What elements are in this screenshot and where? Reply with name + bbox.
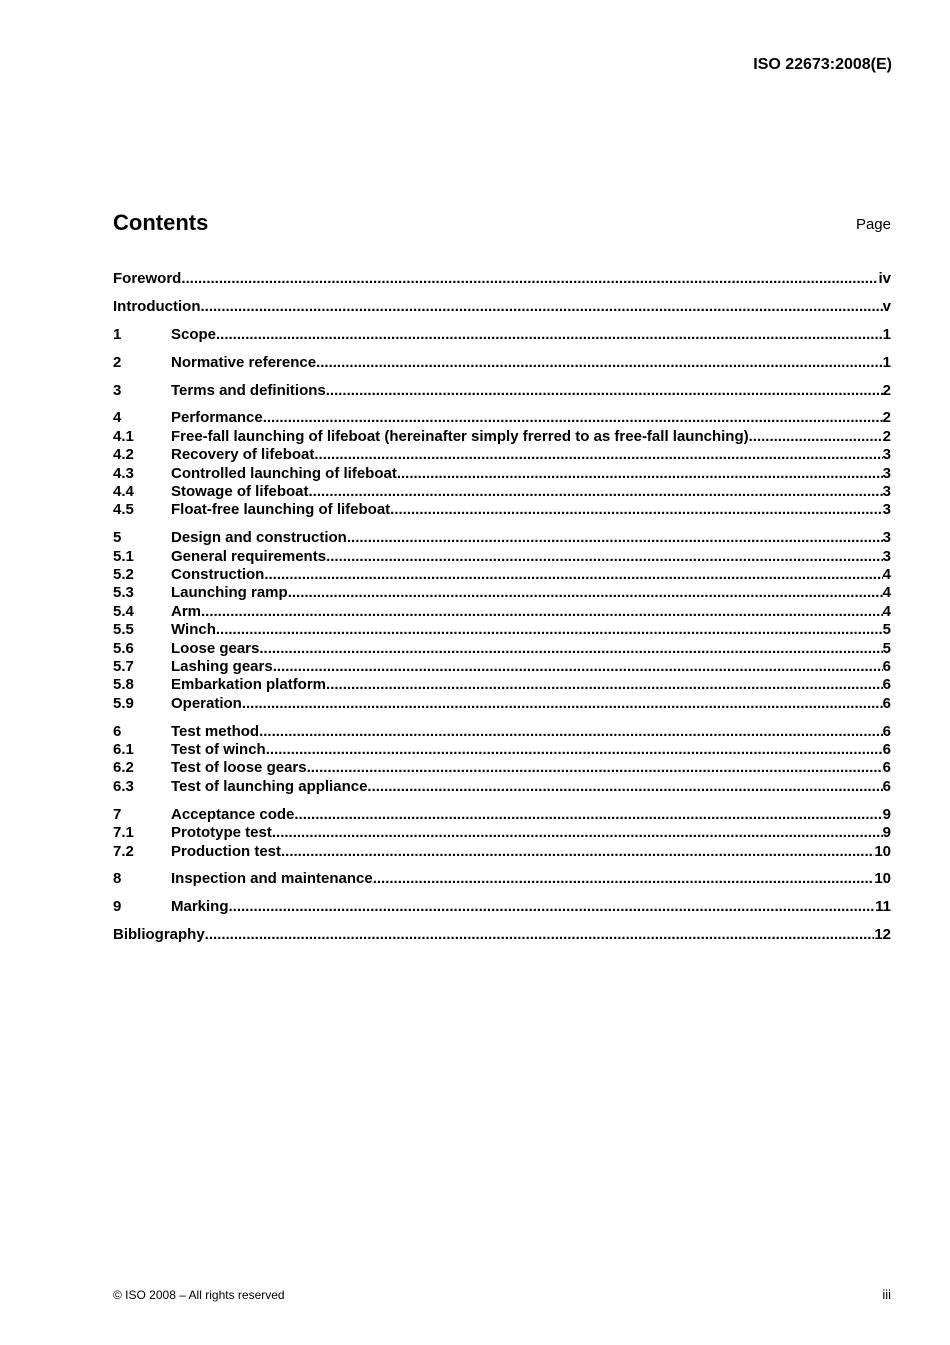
toc-entry-page: 3 xyxy=(882,483,891,501)
toc-entry-page: 4 xyxy=(882,584,891,602)
toc-entry-page: 4 xyxy=(882,566,891,584)
toc-entry-page: 2 xyxy=(882,427,891,445)
toc-dot-leader xyxy=(288,584,883,602)
toc-entry[interactable] xyxy=(113,658,891,676)
toc-entry-page: 11 xyxy=(875,898,891,916)
toc-entry-page: 4 xyxy=(882,602,891,620)
toc-entry-number: 6 xyxy=(113,722,122,740)
toc-entry-page: 3 xyxy=(882,529,891,547)
toc-entry[interactable] xyxy=(113,640,891,658)
toc-dot-leader xyxy=(307,759,883,777)
toc-entry-page: 6 xyxy=(882,694,891,712)
toc-entry-number: 5.4 xyxy=(113,602,134,620)
toc-entry-title: Foreword xyxy=(113,270,182,287)
toc-entry[interactable] xyxy=(113,298,891,316)
toc-entry-title: Operation xyxy=(171,694,242,712)
toc-entry[interactable] xyxy=(113,584,891,602)
toc-dot-leader xyxy=(347,529,883,547)
toc-entry-number: 9 xyxy=(113,898,122,916)
toc-entry-page: 2 xyxy=(882,409,891,427)
toc-dot-leader xyxy=(316,354,883,372)
toc-dot-leader xyxy=(749,428,883,446)
toc-entry-number: 7 xyxy=(113,805,122,823)
toc-entry-page: 1 xyxy=(882,353,891,371)
toc-entry-title: Bibliography xyxy=(113,926,205,944)
table-of-contents xyxy=(113,270,891,945)
toc-entry-number: 3 xyxy=(113,381,122,399)
toc-dot-leader xyxy=(181,270,878,288)
toc-entry[interactable] xyxy=(113,778,891,796)
toc-entry-title: Design and construction xyxy=(171,529,347,547)
toc-entry-title: Acceptance code xyxy=(171,805,295,823)
toc-entry-number: 4 xyxy=(113,409,122,427)
toc-entry-number: 2 xyxy=(113,353,122,371)
toc-dot-leader xyxy=(326,676,883,694)
toc-entry-page: 1 xyxy=(882,325,891,343)
toc-entry-page: 6 xyxy=(882,759,891,777)
toc-entry-number: 4.5 xyxy=(113,501,134,519)
toc-entry[interactable] xyxy=(113,465,891,483)
toc-entry[interactable] xyxy=(113,446,891,464)
toc-dot-leader xyxy=(229,898,876,916)
toc-entry-page: 9 xyxy=(882,824,891,842)
toc-entry-title: Free-fall launching of lifeboat (hereinafter simply frerred to as free-fall launching) xyxy=(171,427,749,445)
toc-dot-leader xyxy=(326,548,883,566)
toc-entry-page: 3 xyxy=(882,547,891,565)
toc-entry-number: 5.9 xyxy=(113,694,134,712)
toc-dot-leader xyxy=(259,723,883,741)
footer-page-number: iii xyxy=(882,1287,891,1302)
toc-entry-page: 6 xyxy=(882,722,891,740)
toc-entry-title: Construction xyxy=(171,566,265,584)
toc-entry-page: 2 xyxy=(882,381,891,399)
toc-entry-page: 5 xyxy=(882,639,891,657)
toc-entry-number: 5.1 xyxy=(113,547,134,565)
toc-entry[interactable] xyxy=(113,695,891,713)
toc-entry-number: 6.1 xyxy=(113,741,134,759)
toc-entry-title: Embarkation platform xyxy=(171,676,327,694)
toc-entry-page: iv xyxy=(878,270,891,287)
toc-entry-title: Inspection and maintenance xyxy=(171,870,373,888)
toc-entry-title: Marking xyxy=(171,898,229,916)
toc-entry-number: 5.2 xyxy=(113,566,134,584)
toc-entry-page: 6 xyxy=(882,658,891,676)
toc-entry-title: Introduction xyxy=(113,297,201,315)
toc-entry-title: Performance xyxy=(171,409,263,427)
toc-entry[interactable] xyxy=(113,723,891,741)
toc-entry-title: Normative reference xyxy=(171,353,317,371)
toc-entry-title: Recovery of lifeboat xyxy=(171,446,315,464)
toc-entry-page: 6 xyxy=(882,741,891,759)
toc-entry-number: 8 xyxy=(113,870,122,888)
toc-entry[interactable] xyxy=(113,548,891,566)
toc-dot-leader xyxy=(205,926,875,944)
toc-entry-page: 3 xyxy=(882,464,891,482)
toc-dot-leader xyxy=(314,446,882,464)
toc-entry-page: 6 xyxy=(882,777,891,795)
toc-dot-leader xyxy=(263,409,883,427)
toc-entry[interactable] xyxy=(113,566,891,584)
toc-entry-page: v xyxy=(882,297,891,315)
page-column-label: Page xyxy=(855,216,891,233)
toc-entry-number: 5.6 xyxy=(113,639,134,657)
toc-entry-number: 4.1 xyxy=(113,427,134,445)
toc-entry-number: 5 xyxy=(113,529,122,547)
toc-entry-number: 1 xyxy=(113,325,122,343)
toc-entry-page: 9 xyxy=(882,805,891,823)
toc-entry-title: Loose gears xyxy=(171,639,260,657)
toc-entry-number: 7.1 xyxy=(113,824,134,842)
toc-entry[interactable] xyxy=(113,382,891,400)
toc-dot-leader xyxy=(367,778,882,796)
toc-entry[interactable] xyxy=(113,806,891,824)
toc-entry-page: 12 xyxy=(874,926,891,944)
toc-entry[interactable] xyxy=(113,270,891,288)
toc-entry-title: General requirements xyxy=(171,547,327,565)
toc-entry[interactable] xyxy=(113,926,891,944)
toc-entry-page: 5 xyxy=(882,621,891,639)
toc-dot-leader xyxy=(266,741,883,759)
toc-dot-leader xyxy=(242,695,883,713)
toc-entry-number: 5.5 xyxy=(113,621,134,639)
toc-entry-number: 6.2 xyxy=(113,759,134,777)
toc-dot-leader xyxy=(216,326,883,344)
toc-entry-number: 4.4 xyxy=(113,483,134,501)
toc-dot-leader xyxy=(216,621,883,639)
toc-entry-number: 5.7 xyxy=(113,658,134,676)
toc-entry-title: Arm xyxy=(171,602,202,620)
toc-entry[interactable] xyxy=(113,621,891,639)
toc-entry-title: Scope xyxy=(171,325,217,343)
toc-entry-title: Winch xyxy=(171,621,216,639)
footer-copyright: © ISO 2008 – All rights reserved xyxy=(113,1288,285,1302)
toc-dot-leader xyxy=(201,603,883,621)
toc-entry-title: Controlled launching of lifeboat xyxy=(171,464,397,482)
toc-entry-title: Test of launching appliance xyxy=(171,777,368,795)
toc-entry-title: Lashing gears xyxy=(171,658,273,676)
toc-entry[interactable] xyxy=(113,409,891,427)
toc-dot-leader xyxy=(281,843,874,861)
toc-dot-leader xyxy=(200,298,882,316)
toc-entry-title: Test method xyxy=(171,722,260,740)
toc-entry-page: 6 xyxy=(882,676,891,694)
toc-dot-leader xyxy=(264,566,882,584)
toc-entry-title: Test of winch xyxy=(171,741,266,759)
toc-entry[interactable] xyxy=(113,529,891,547)
toc-dot-leader xyxy=(390,501,882,519)
toc-entry-title: Stowage of lifeboat xyxy=(171,483,309,501)
toc-dot-leader xyxy=(273,658,883,676)
toc-entry[interactable] xyxy=(113,501,891,519)
toc-entry[interactable] xyxy=(113,326,891,344)
toc-entry[interactable] xyxy=(113,428,891,446)
toc-entry[interactable] xyxy=(113,824,891,842)
toc-entry[interactable] xyxy=(113,759,891,777)
toc-entry-page: 3 xyxy=(882,501,891,519)
toc-entry[interactable] xyxy=(113,483,891,501)
toc-entry-title: Float-free launching of lifeboat xyxy=(171,501,391,519)
toc-entry-page: 10 xyxy=(874,870,891,888)
toc-entry[interactable] xyxy=(113,898,891,916)
page-title: Contents xyxy=(113,210,209,235)
toc-entry-number: 5.8 xyxy=(113,676,134,694)
toc-entry-title: Production test xyxy=(171,842,282,860)
toc-entry-number: 6.3 xyxy=(113,777,134,795)
toc-entry[interactable] xyxy=(113,603,891,621)
toc-entry[interactable] xyxy=(113,676,891,694)
toc-entry[interactable] xyxy=(113,741,891,759)
toc-entry-page: 3 xyxy=(882,446,891,464)
toc-entry-number: 7.2 xyxy=(113,842,134,860)
toc-dot-leader xyxy=(294,806,882,824)
toc-dot-leader xyxy=(397,465,883,483)
toc-dot-leader xyxy=(259,640,882,658)
toc-entry-page: 10 xyxy=(874,842,891,860)
document-id: ISO 22673:2008(E) xyxy=(753,56,892,73)
toc-dot-leader xyxy=(309,483,883,501)
toc-entry-title: Launching ramp xyxy=(171,584,288,602)
toc-entry-number: 5.3 xyxy=(113,584,134,602)
toc-entry[interactable] xyxy=(113,354,891,372)
toc-entry-title: Terms and definitions xyxy=(171,381,326,399)
toc-entry[interactable] xyxy=(113,843,891,861)
toc-entry-title: Prototype test xyxy=(171,824,272,842)
toc-entry-title: Test of loose gears xyxy=(171,759,307,777)
toc-entry-number: 4.3 xyxy=(113,464,134,482)
toc-entry-number: 4.2 xyxy=(113,446,134,464)
toc-entry[interactable] xyxy=(113,870,891,888)
toc-dot-leader xyxy=(272,824,883,842)
toc-dot-leader xyxy=(326,382,883,400)
toc-dot-leader xyxy=(373,870,875,888)
